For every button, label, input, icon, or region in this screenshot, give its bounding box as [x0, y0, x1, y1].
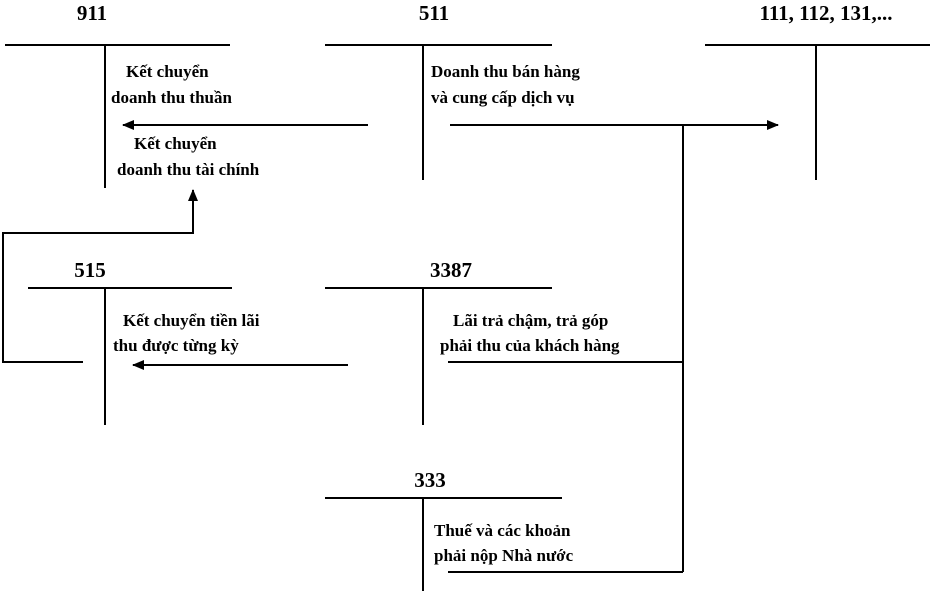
account-3387-label: 3387: [430, 258, 472, 282]
note-thue-line2: phải nộp Nhà nước: [434, 546, 574, 565]
note-ket-chuyen-dt-tai-chinh-line2: doanh thu tài chính: [117, 160, 260, 179]
note-ket-chuyen-dt-thuan-line2: doanh thu thuần: [111, 88, 232, 107]
note-ket-chuyen-dt-tai-chinh-line1: Kết chuyển: [134, 134, 217, 153]
account-515-label: 515: [74, 258, 106, 282]
note-lai-tra-cham-line1: Lãi trả chậm, trả góp: [453, 311, 609, 330]
note-ket-chuyen-dt-thuan-line1: Kết chuyển: [126, 62, 209, 81]
account-333-label: 333: [414, 468, 446, 492]
account-511-label: 511: [418, 1, 450, 25]
note-thue-line1: Thuế và các khoản: [434, 521, 571, 540]
account-111-112-131-label: 111, 112, 131,...: [759, 1, 893, 25]
t-account-111-112-131: [705, 1, 930, 180]
account-911-label: 911: [76, 1, 108, 25]
note-ket-chuyen-tien-lai-line1: Kết chuyển tiền lãi: [123, 311, 260, 330]
note-ket-chuyen-tien-lai-line2: thu được từng kỳ: [113, 336, 239, 355]
note-dt-ban-hang-line1: Doanh thu bán hàng: [431, 62, 580, 81]
note-dt-ban-hang-line2: và cung cấp dịch vụ: [431, 88, 575, 107]
note-lai-tra-cham-line2: phải thu của khách hàng: [440, 336, 620, 355]
